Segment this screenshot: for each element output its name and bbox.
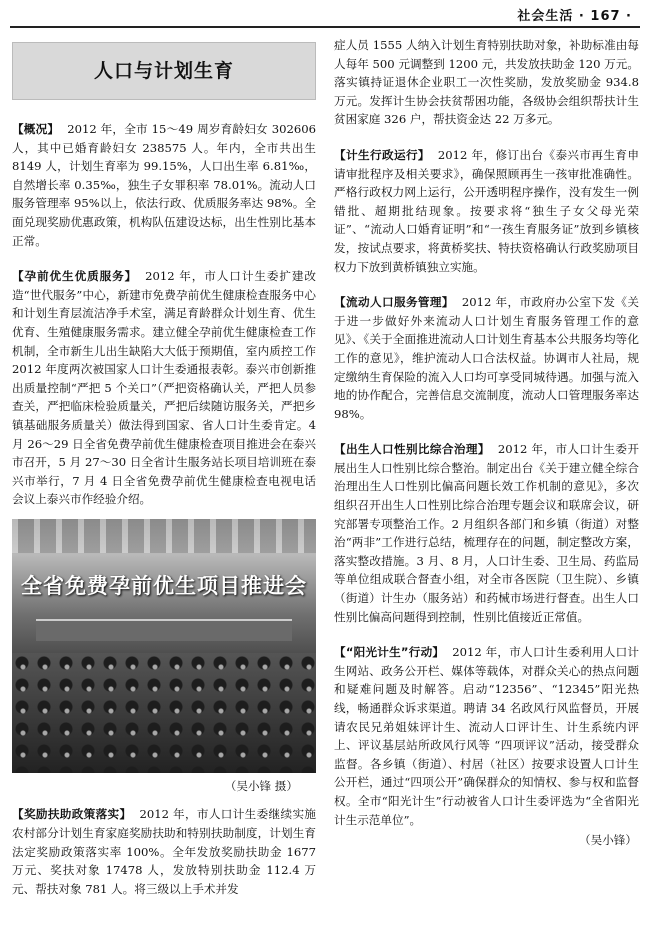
- paragraph-label: 【流动人口服务管理】: [334, 295, 454, 310]
- article-paragraph-sex-ratio: [334, 440, 639, 626]
- paragraph-label: 【奖励扶助政策落实】: [12, 807, 132, 822]
- page-header: [0, 0, 650, 28]
- article-paragraph-incentives: [12, 805, 316, 898]
- paragraph-text: 2012 年，修订出台《泰兴市再生育申请审批程序及相关要求》，确保照顾再生一孩审批准确性。严格行政权力网上运行，公开透明程序操作，没有发生一例错批、超期批结现象。按要求将“独生子女父母光荣证”、“流动人口婚育证明”和“一孩生育服务证”放到乡镇核发，按试点要求，将黄桥奖扶、特扶资格确认行政奖励项目权力下放到黄桥镇独立实施。: [334, 147, 639, 274]
- paragraph-label: 【“阳光计生”行动】: [334, 645, 445, 660]
- audience-highlights: [12, 653, 316, 773]
- photo-caption: （吴小锋 摄）: [224, 778, 298, 793]
- paragraph-text: 2012 年，全市 15～49 周岁育龄妇女 302606 人，其中已婚育龄妇女 238575 人。年内，全市共出生 8149 人，计划生育率为 99.15%，人口出生率 6.81‰，自然增长率 0.35‰，独生子女罪积率 78.01%。流动人口服务管理率 95%以上，依法行政、优质服务率达 98%。全面兑现奖励优惠政策，机构队伍建设达标，出生性别比基本正常。: [12, 122, 316, 248]
- header-rule: [10, 26, 640, 28]
- photo-banner-text: 全省免费孕前优生项目推进会: [21, 573, 307, 598]
- paragraph-label: 【孕前优生优质服务】: [12, 269, 138, 284]
- article-paragraph-continued: [334, 36, 639, 129]
- paragraph-text: 2012 年，市人口计生委开展出生人口性别比综合整治。制定出台《关于建立健全综合治理出生人口性别比偏高问题长效工作机制的意见》，多次组织召开出生人口性别比综合治理专题会议和联席会议，研究部署专项整治工作。2 月组织各部门和乡镇（街道）对整治“两非”工作进行总结，梳理存在的问题，制定整改方案，落实整改措施。3 月、8 月，人口计生委、卫生局、药监局等单位组成联合督查小组，对全市各医院（卫生院）、乡镇（街道）计生办（服务站）和药械市场进行督查。出生人口性别比偏高问题得到控制，性别比值接近正常值。: [334, 442, 639, 624]
- paragraph-text: 2012 年，市人口计生委利用人口计生网站、政务公开栏、媒体等载体，对群众关心的热点问题和疑难问题及时解答。启动“12356”、“12345”阳光热线，畅通群众诉求渠道。聘请 34 名政风行风监督员，开展请农民兄弟姐妹评计生、流动人口评计生、计生系统内评上、评议基层站所政风行风等 “四项评议”活动，接受群众监督。各乡镇（街道）、村居（社区）按要求设置人口计生公开栏，通过“四项公开”确保群众的知情权、参与权和监督权。全市“阳光计生”行动被省人口计生委评选为“全省阳光计生示范单位”。: [334, 645, 639, 827]
- article-paragraph-overview: [12, 120, 316, 250]
- stage-dais: [36, 619, 291, 641]
- paragraph-label: 【计生行政运行】: [334, 147, 430, 162]
- article-paragraph-admin: [334, 146, 639, 276]
- article-paragraph-sunshine: [334, 643, 639, 829]
- conference-photo: [12, 519, 316, 773]
- right-column: [334, 36, 639, 850]
- ceiling-lights: [12, 519, 316, 553]
- article-paragraph-migrants: [334, 293, 639, 423]
- paragraph-label: 【概况】: [12, 122, 60, 136]
- paragraph-text: 2012 年，市政府办公室下发《关于进一步做好外来流动人口计划生育服务管理工作的意见》、《关于全面推进流动人口计划生育基本公共服务均等化工作的意见》，维护流动人口合法权益。协调市人社局，规定缴纳生育保险的流入人口均可享受同城待遇。加强与流入地的协作配合，完善信息交流制度，流动人口管理服务率达 98%。: [334, 295, 639, 421]
- section-title: 人口与计划生育: [12, 42, 316, 100]
- left-column: [12, 38, 316, 915]
- paragraph-text: 2012 年，市人口计生委扩建改造“世代服务”中心，新建市免费孕前优生健康检查服务中心和计划生育层流洁净手术室，满足育龄群众计划生育、优生优育、生殖健康服务需求。建立健全孕前优生健康检查工作机制，全市新生儿出生缺陷大大低于预期值，室内质控工作 2012 年度两次被国家人口计生委通报表彰。泰兴市创新推出质量控制“严把 5 个关口”（严把资格确认关，严把人员参查关，严把临床检验质量关，严把后续随访服务关，严把乡镇基础服务质量关）做法得到国家、省人口计生委肯定。4 月 26～29 日全省免费孕前优生健康检查项目推进会在泰兴市召开，5 月 27～30 日全省计生服务站长项目培训班在泰兴市举行，7 月 4 日全省免费孕前优生健康检查电视电话会议上泰兴市作经验介绍。: [12, 269, 316, 507]
- paragraph-label: 【出生人口性别比综合治理】: [334, 442, 490, 457]
- running-header: 社会生活 · 167 ·: [517, 9, 632, 24]
- paragraph-text: 2012 年，市人口计生委继续实施农村部分计划生育家庭奖励扶助和特别扶助制度，计划生育法定奖励政策落实率 100%。全年发放奖励扶助金 1677 万元、奖扶对象 17478 人，发放特别扶助金 112.4 万元、帮扶对象 781 人。将三级以上手术并发: [12, 807, 316, 896]
- article-paragraph-prepregnancy: [12, 267, 316, 509]
- paragraph-text: 症人员 1555 人纳入计划生育特别扶助对象，补助标准由每人每年 500 元调整到 1200 元，共发放扶助金 120 万元。落实镇持证退休企业职工一次性奖励，发放奖励金 934.8 万元。发挥计生协会扶贫帮困功能，各级协会组织帮扶计生贫困家庭 326 户，帮扶资金达 22 万多元。: [334, 38, 639, 127]
- author-credit: （吴小锋）: [579, 833, 637, 848]
